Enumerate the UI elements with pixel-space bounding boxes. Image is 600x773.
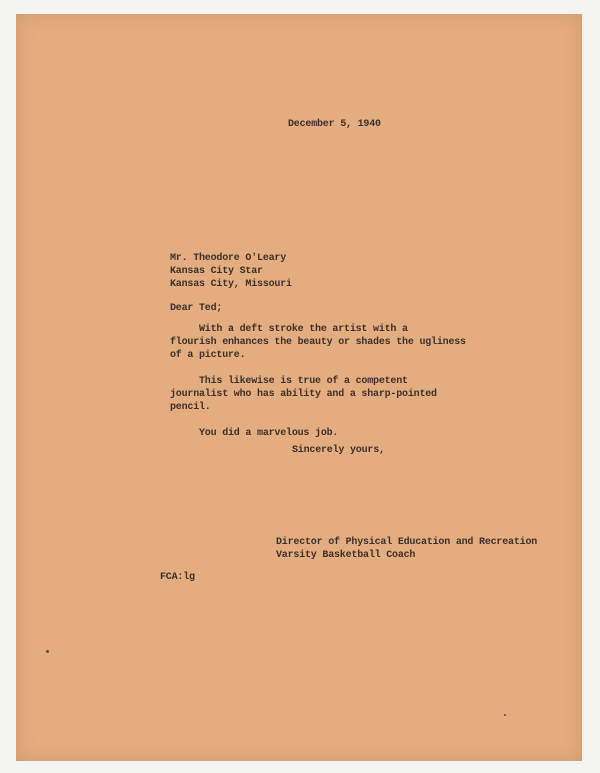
recipient-name: Mr. Theodore O'Leary bbox=[170, 253, 287, 264]
letter-sheet bbox=[16, 14, 582, 761]
signature-block bbox=[276, 536, 537, 562]
paragraph-1-line-1: With a deft stroke the artist with a bbox=[170, 324, 408, 335]
letter-date: December 5, 1940 bbox=[288, 119, 381, 130]
letter-body bbox=[170, 323, 466, 440]
paragraph-2-line-1: This likewise is true of a competent bbox=[170, 376, 408, 387]
recipient-address bbox=[170, 252, 292, 291]
recipient-organization: Kansas City Star bbox=[170, 266, 263, 277]
paper-speck bbox=[504, 714, 506, 716]
paragraph-1-line-2: flourish enhances the beauty or shades the ugliness bbox=[170, 337, 466, 348]
paragraph-2-line-2: journalist who has ability and a sharp-pointed bbox=[170, 389, 437, 400]
reference-initials: FCA:lg bbox=[160, 572, 195, 583]
signature-title-line-1: Director of Physical Education and Recreation bbox=[276, 537, 538, 548]
salutation: Dear Ted; bbox=[170, 303, 223, 314]
recipient-city: Kansas City, Missouri bbox=[170, 279, 292, 290]
paragraph-3-line-1: You did a marvelous job. bbox=[170, 428, 339, 439]
paragraph-2-line-3: pencil. bbox=[170, 402, 211, 413]
paper-speck bbox=[46, 650, 49, 653]
complimentary-closing: Sincerely yours, bbox=[292, 445, 385, 456]
signature-title-line-2: Varsity Basketball Coach bbox=[276, 550, 416, 561]
paragraph-1-line-3: of a picture. bbox=[170, 350, 246, 361]
